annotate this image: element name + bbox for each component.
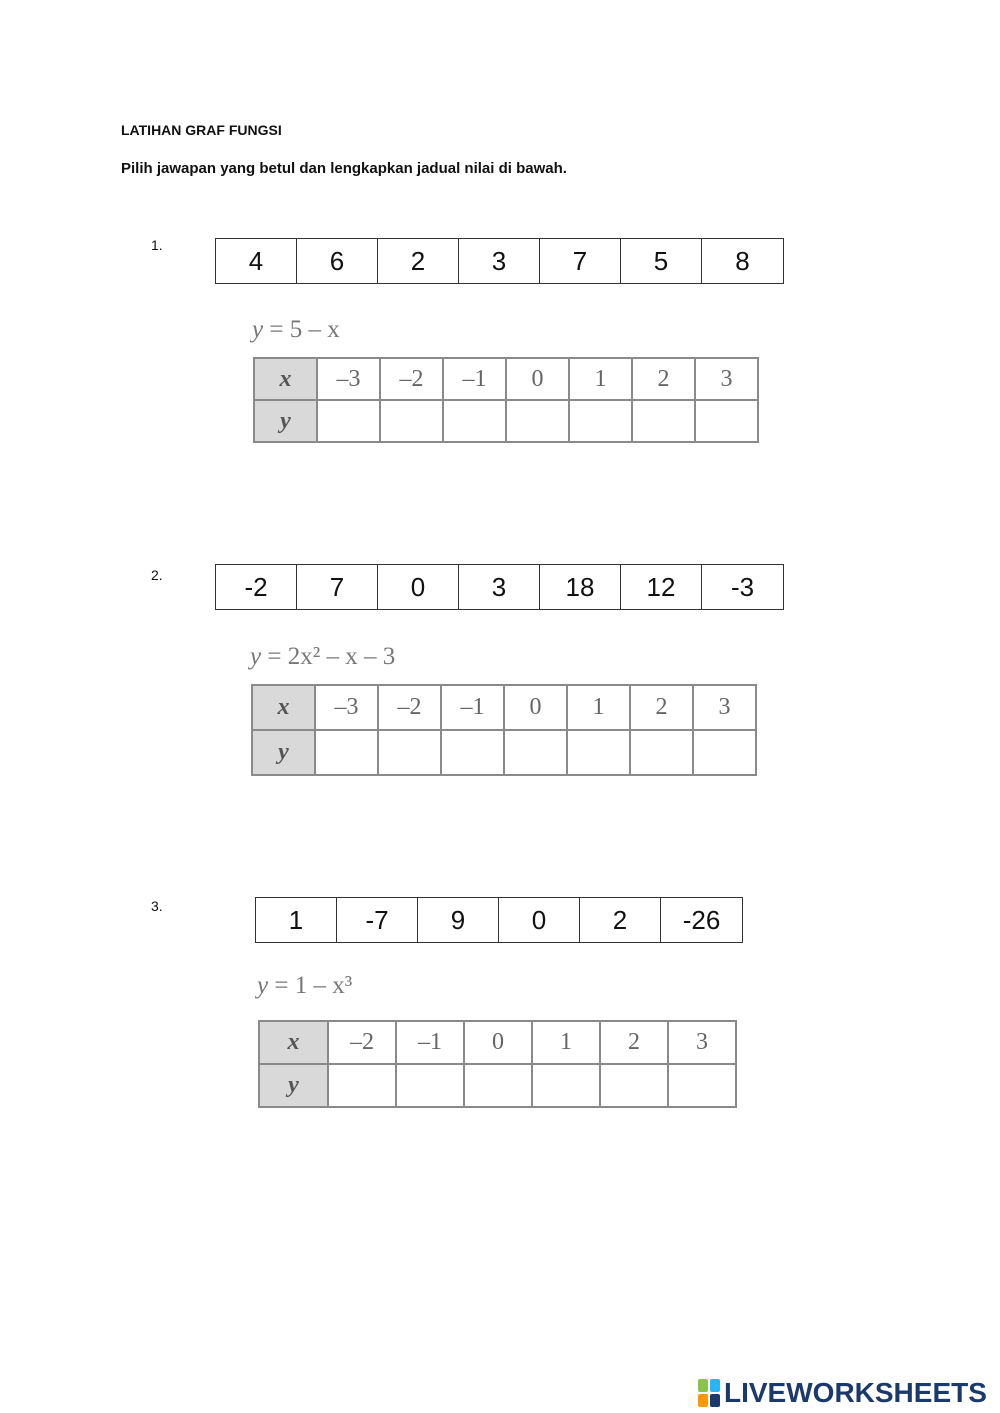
choice-option[interactable]: 4	[216, 239, 297, 283]
equation-rhs: = 2x² – x – 3	[261, 643, 396, 670]
question-1-value-table	[253, 357, 759, 443]
logo-mark-square	[698, 1379, 708, 1392]
x-value-cell: 2	[632, 358, 695, 400]
choice-option[interactable]: 0	[499, 898, 580, 942]
x-value-cell: –1	[396, 1021, 464, 1064]
y-header: y	[252, 730, 315, 775]
choice-option[interactable]: 7	[540, 239, 621, 283]
x-value-cell: –2	[378, 685, 441, 730]
y-answer-cell[interactable]	[630, 730, 693, 775]
logo-mark-square	[698, 1394, 708, 1407]
y-answer-cell[interactable]	[569, 400, 632, 442]
y-answer-cell[interactable]	[378, 730, 441, 775]
x-value-cell: 0	[506, 358, 569, 400]
question-1-choices	[215, 238, 784, 284]
choice-option[interactable]: 9	[418, 898, 499, 942]
y-answer-cell[interactable]	[317, 400, 380, 442]
x-header: x	[252, 685, 315, 730]
question-2-choices	[215, 564, 784, 610]
choice-option[interactable]: 2	[580, 898, 661, 942]
choice-option[interactable]: -7	[337, 898, 418, 942]
choice-option[interactable]: -2	[216, 565, 297, 609]
x-value-cell: 1	[567, 685, 630, 730]
x-value-cell: 2	[600, 1021, 668, 1064]
y-answer-cell[interactable]	[632, 400, 695, 442]
choice-option[interactable]: 1	[256, 898, 337, 942]
choice-option[interactable]: 2	[378, 239, 459, 283]
question-1-number: 1.	[151, 237, 163, 253]
choice-option[interactable]: 3	[459, 565, 540, 609]
x-value-cell: 0	[464, 1021, 532, 1064]
x-value-cell: 0	[504, 685, 567, 730]
x-header: x	[254, 358, 317, 400]
logo-text: LIVEWORKSHEETS	[724, 1377, 987, 1408]
y-answer-cell[interactable]	[532, 1064, 600, 1107]
worksheet-instruction: Pilih jawapan yang betul dan lengkapkan jadual nilai di bawah.	[121, 160, 567, 177]
y-answer-cell[interactable]	[695, 400, 758, 442]
x-value-cell: –2	[380, 358, 443, 400]
question-2-number: 2.	[151, 567, 163, 583]
y-answer-cell[interactable]	[693, 730, 756, 775]
equation-lhs: y	[250, 643, 262, 670]
liveworksheets-logo	[698, 1376, 987, 1410]
y-answer-cell[interactable]	[567, 730, 630, 775]
logo-mark-square	[710, 1394, 720, 1407]
worksheet-title: LATIHAN GRAF FUNGSI	[121, 122, 282, 138]
choice-option[interactable]: -3	[730, 572, 755, 602]
choice-option[interactable]: 3	[459, 239, 540, 283]
y-answer-cell[interactable]	[464, 1064, 532, 1107]
x-value-cell: –1	[443, 358, 506, 400]
y-header: y	[254, 400, 317, 442]
y-answer-cell[interactable]	[396, 1064, 464, 1107]
y-answer-cell[interactable]	[380, 400, 443, 442]
equation-rhs: = 5 – x	[263, 316, 340, 343]
y-header: y	[259, 1064, 328, 1107]
x-value-cell: 1	[569, 358, 632, 400]
y-answer-cell[interactable]	[443, 400, 506, 442]
equation-rhs: = 1 – x³	[268, 972, 353, 999]
question-2-value-table	[251, 684, 757, 776]
x-value-cell: –3	[317, 358, 380, 400]
x-value-cell: –1	[441, 685, 504, 730]
question-3-value-table	[258, 1020, 737, 1108]
y-answer-cell[interactable]	[315, 730, 378, 775]
choice-option[interactable]: 0	[378, 565, 459, 609]
logo-mark-square	[710, 1379, 720, 1392]
x-value-cell: 3	[695, 358, 758, 400]
y-answer-cell[interactable]	[600, 1064, 668, 1107]
x-value-cell: –2	[328, 1021, 396, 1064]
x-value-cell: 1	[532, 1021, 600, 1064]
x-value-cell: 3	[668, 1021, 736, 1064]
x-value-cell: 2	[630, 685, 693, 730]
x-header: x	[259, 1021, 328, 1064]
question-3-number: 3.	[151, 898, 163, 914]
y-answer-cell[interactable]	[504, 730, 567, 775]
equation-lhs: y	[252, 316, 264, 343]
choice-option[interactable]: -26	[682, 905, 721, 935]
choice-option[interactable]: 5	[621, 239, 702, 283]
y-answer-cell[interactable]	[668, 1064, 736, 1107]
question-3-choices	[255, 897, 743, 943]
choice-option[interactable]: 7	[297, 565, 378, 609]
choice-option[interactable]: 12	[621, 565, 702, 609]
question-3-equation	[257, 972, 352, 1000]
logo-mark-icon	[698, 1379, 720, 1407]
equation-lhs: y	[257, 972, 269, 999]
choice-option[interactable]: 6	[297, 239, 378, 283]
x-value-cell: –3	[315, 685, 378, 730]
y-answer-cell[interactable]	[441, 730, 504, 775]
choice-option[interactable]: 18	[540, 565, 621, 609]
question-1-equation	[252, 316, 340, 344]
choice-option[interactable]: 8	[735, 246, 750, 276]
question-2-equation	[250, 643, 395, 671]
y-answer-cell[interactable]	[328, 1064, 396, 1107]
x-value-cell: 3	[693, 685, 756, 730]
y-answer-cell[interactable]	[506, 400, 569, 442]
